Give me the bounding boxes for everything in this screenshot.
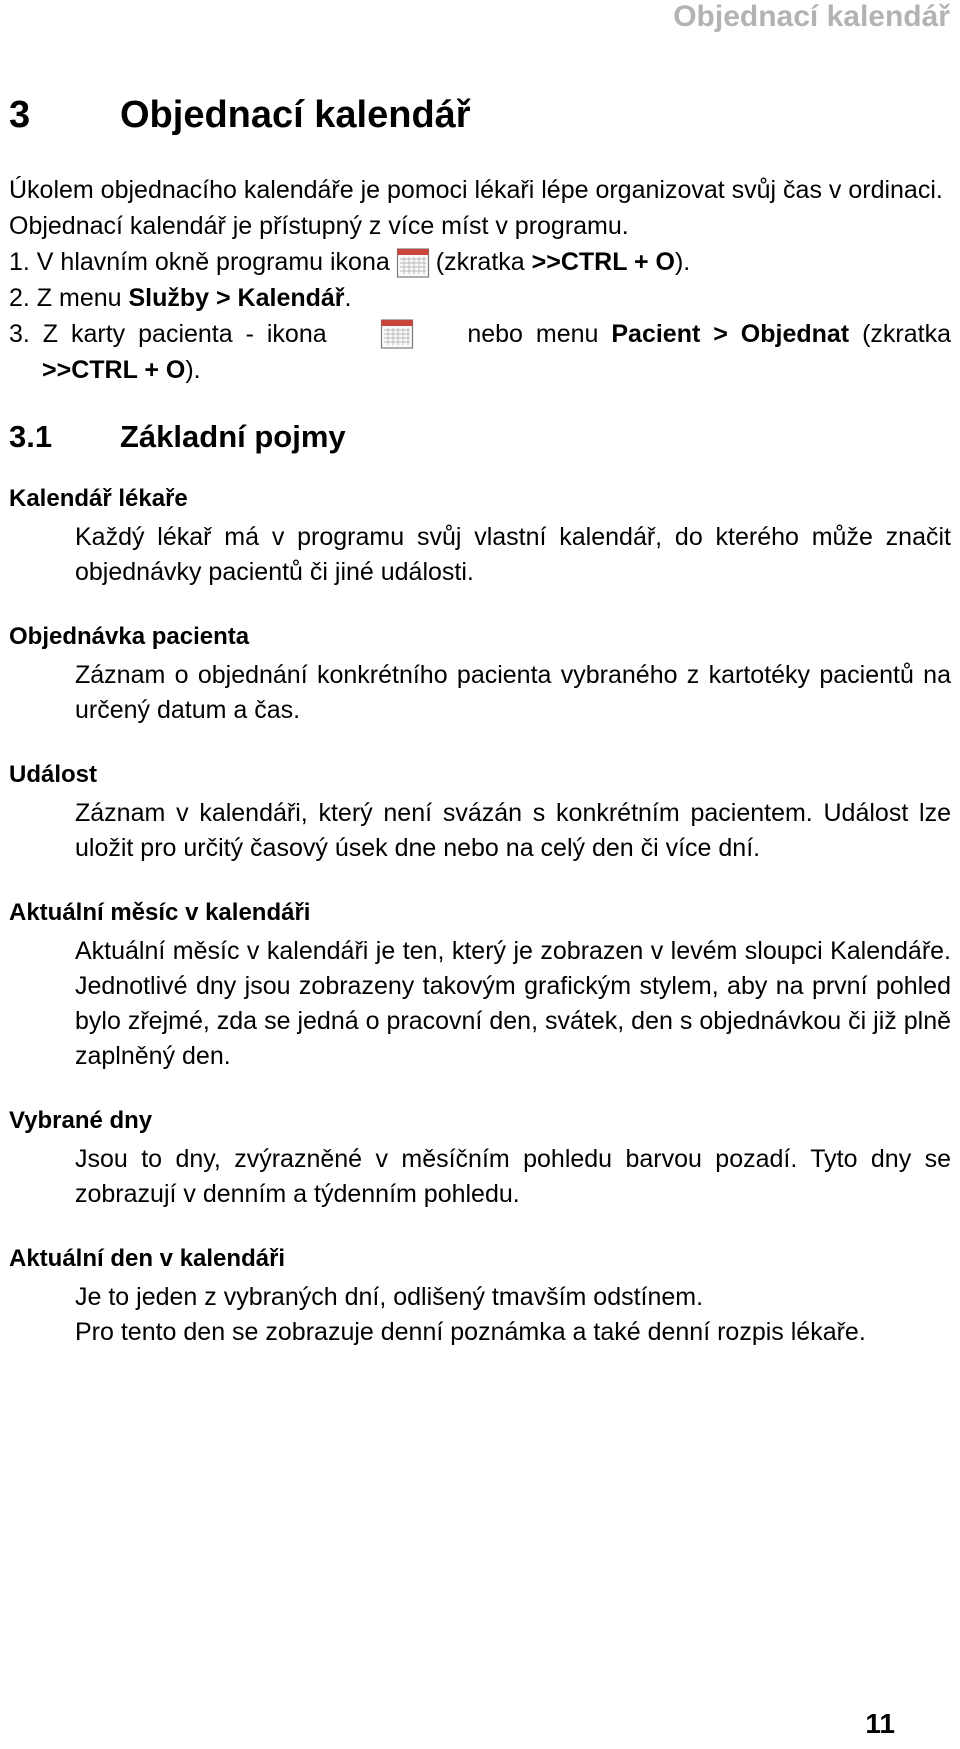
list-item-1 [9,244,951,280]
list-item-3-text-after: nebo menu [467,320,612,348]
term-item [9,482,951,590]
term-title: Aktuální měsíc v kalendáři [9,899,311,926]
list-item-3-continuation [9,352,951,388]
term-body-second: Pro tento den se zobrazuje denní poznámka a také denní rozpis lékaře. [75,1318,866,1346]
term-body: Záznam o objednání konkrétního pacienta vybraného z kartotéky pacientů na určený datum a čas. [75,661,951,724]
term-item [9,1104,951,1212]
section-number: 3.1 [9,419,53,454]
list-item-3-paren: (zkratka [849,320,951,348]
list-item-1-text-after: (zkratka [435,248,532,276]
term-body: Je to jeden z vybraných dní, odlišený tmavším odstínem. [75,1283,704,1311]
menu-path: Pacient > Objednat [611,320,850,348]
term-item [9,896,951,1074]
chapter-heading [9,88,951,142]
list-item-3-tail [467,316,951,352]
chapter-number: 3 [9,94,31,136]
page-content [9,88,951,1350]
term-title: Vybrané dny [9,1107,153,1134]
term-title: Objednávka pacienta [9,623,250,650]
term-body: Každý lékař má v programu svůj vlastní kalendář, do kterého může značit objednávky pacientů či jiné události. [75,523,951,586]
list-item-2-text: 2. Z menu [9,284,129,312]
term-title: Kalendář lékaře [9,485,188,512]
term-body: Aktuální měsíc v kalendáři je ten, který je zobrazen v levém sloupci Kalendáře. Jednotlivé dny jsou zobrazeny takovým grafickým stylem, aby na první pohled bylo zřejmé, zda se jedná o pracovní den, svátek, den s objednávkou či již plně zaplněný den. [75,937,951,1070]
term-item [9,758,951,866]
term-item [9,1242,951,1350]
menu-path: Služby > Kalendář [128,284,345,312]
list-item-2-end: . [344,284,352,312]
term-title: Aktuální den v kalendáři [9,1245,286,1272]
term-body: Jsou to dny, zvýrazněné v měsíčním pohledu barvou pozadí. Tyto dny se zobrazují v denním a týdenním pohledu. [75,1145,951,1208]
page-number: 11 [865,1708,895,1739]
list-item-3-text: 3. Z karty pacienta - ikona [9,320,327,348]
term-body: Záznam v kalendáři, který není svázán s konkrétním pacientem. Událost lze uložit pro určitý časový úsek dne nebo na celý den či více dní. [75,799,951,862]
shortcut-label: >>CTRL + O [531,248,675,276]
calendar-icon[interactable] [396,247,430,279]
list-item-3-end: ). [185,356,201,384]
section-title: Základní pojmy [120,419,346,454]
list-item-3 [9,316,951,352]
term-item [9,620,951,728]
shortcut-label: >>CTRL + O [42,356,186,384]
term-title: Událost [9,761,98,788]
chapter-title: Objednací kalendář [120,94,471,136]
intro-paragraph-2: Objednací kalendář je přístupný z více míst v programu. [9,212,629,240]
intro-paragraph-1: Úkolem objednacího kalendáře je pomoci lékaři lépe organizovat svůj čas v ordinaci. [9,176,943,204]
list-item-1-end: ). [674,248,691,276]
section-heading [9,414,951,460]
terms-list [9,482,951,1350]
running-header: Objednací kalendář [673,0,950,33]
calendar-icon[interactable] [380,318,414,350]
list-item-1-text: 1. V hlavním okně programu ikona [9,248,390,276]
list-item-2 [9,280,951,316]
